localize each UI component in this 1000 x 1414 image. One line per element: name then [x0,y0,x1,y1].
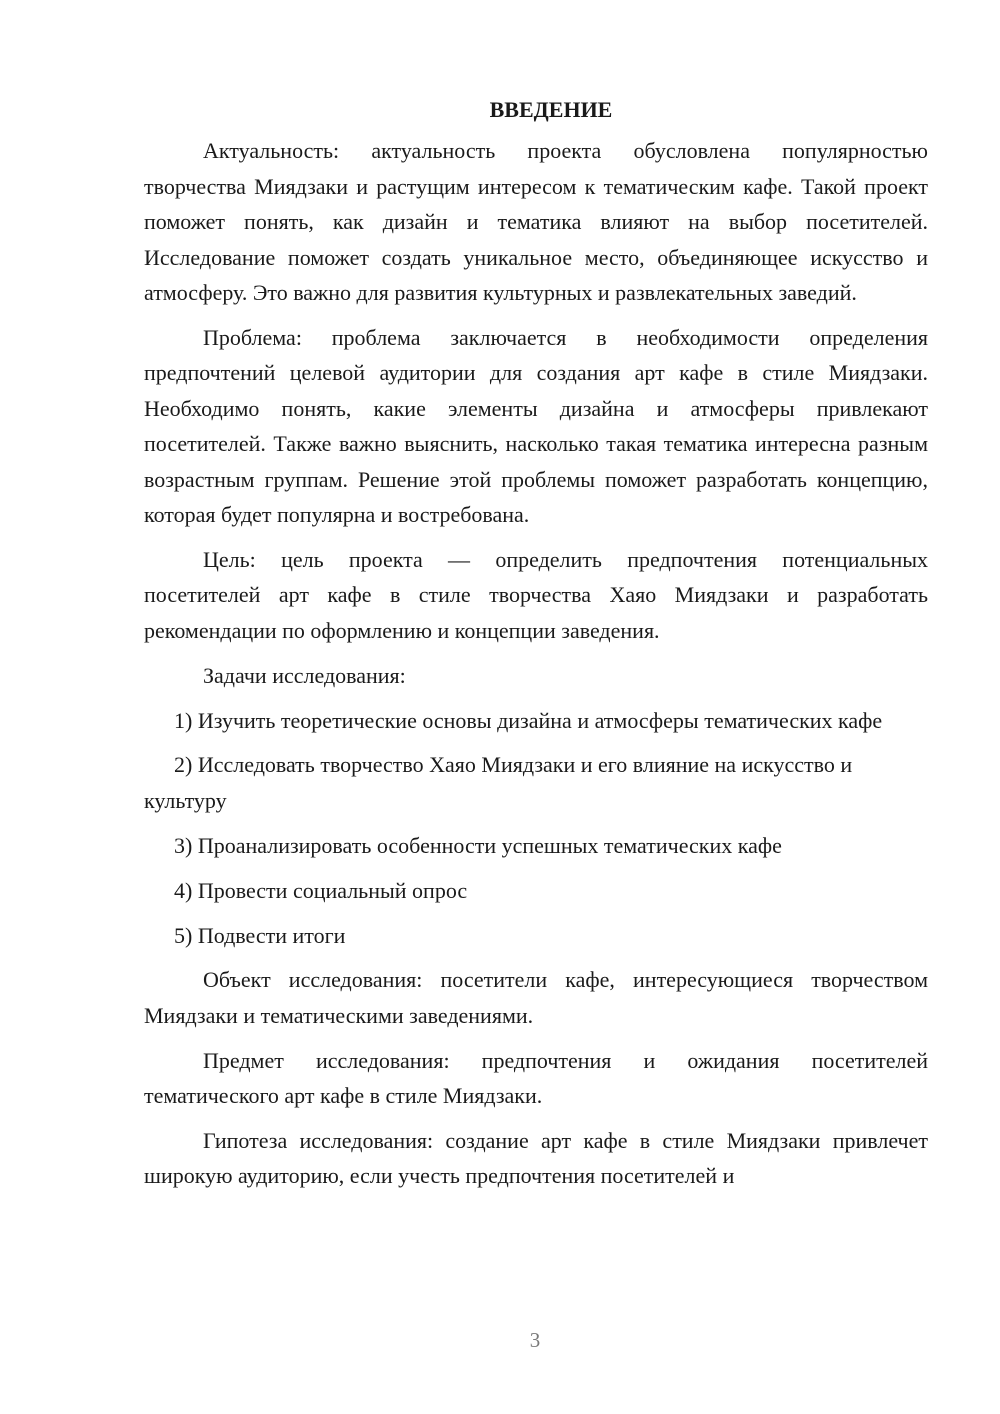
list-item: 3) Проанализировать особенности успешных тематических кафе [174,832,782,858]
list-item: 1) Изучить теоретические основы дизайна и атмосферы тематических кафе [174,707,883,733]
list-item: 5) Подвести итоги [174,922,346,948]
paragraph-problem: Проблема: проблема заключается в необходимости определения предпочтений целевой аудитории для создания арт кафе в стиле Миядзаки. Необходимо понять, какие элементы дизайна и атмосферы привлекают посетителей. Также важно выяснить, насколько такая тематика интересна разным возрастным группам. Решение этой проблемы поможет разработать концепцию, которая будет популярна и востребована. [144,324,928,527]
paragraph-relevance: Актуальность: актуальность проекта обусловлена популярностью творчества Миядзаки и растущим интересом к тематическим кафе. Такой проект поможет понять, как дизайн и тематика влияют на выбор посетителей. Исследование поможет создать уникальное место, объединяющее искусство и атмосферу. Это важно для развития культурных и развлекательных заведий. [144,138,928,306]
paragraph-hypothesis: Гипотеза исследования: создание арт кафе в стиле Миядзаки привлечет широкую аудиторию, если учесть предпочтения посетителей и [144,1128,928,1189]
page-content [144,92,928,1203]
list-item: 2) Исследовать творчество Хаяо Миядзаки и его влияние на искусство и культуру [144,752,853,813]
paragraph-subject: Предмет исследования: предпочтения и ожидания посетителей тематического арт кафе в стиле Миядзаки. [144,1047,928,1109]
paragraph-goal: Цель: цель проекта — определить предпочтения потенциальных посетителей арт кафе в стиле творчества Хаяо Миядзаки и разработать рекомендации по оформлению и концепции заведения. [144,546,928,643]
page-number: 3 [529,1328,541,1352]
paragraph-object: Объект исследования: посетители кафе, интересующиеся творчеством Миядзаки и тематическими заведениями. [144,967,928,1028]
list-item: 4) Провести социальный опрос [174,877,468,903]
paragraph-tasks-intro: Задачи исследования: [203,662,406,688]
section-heading: ВВЕДЕНИЕ [489,97,613,122]
tasks-list [144,703,928,953]
